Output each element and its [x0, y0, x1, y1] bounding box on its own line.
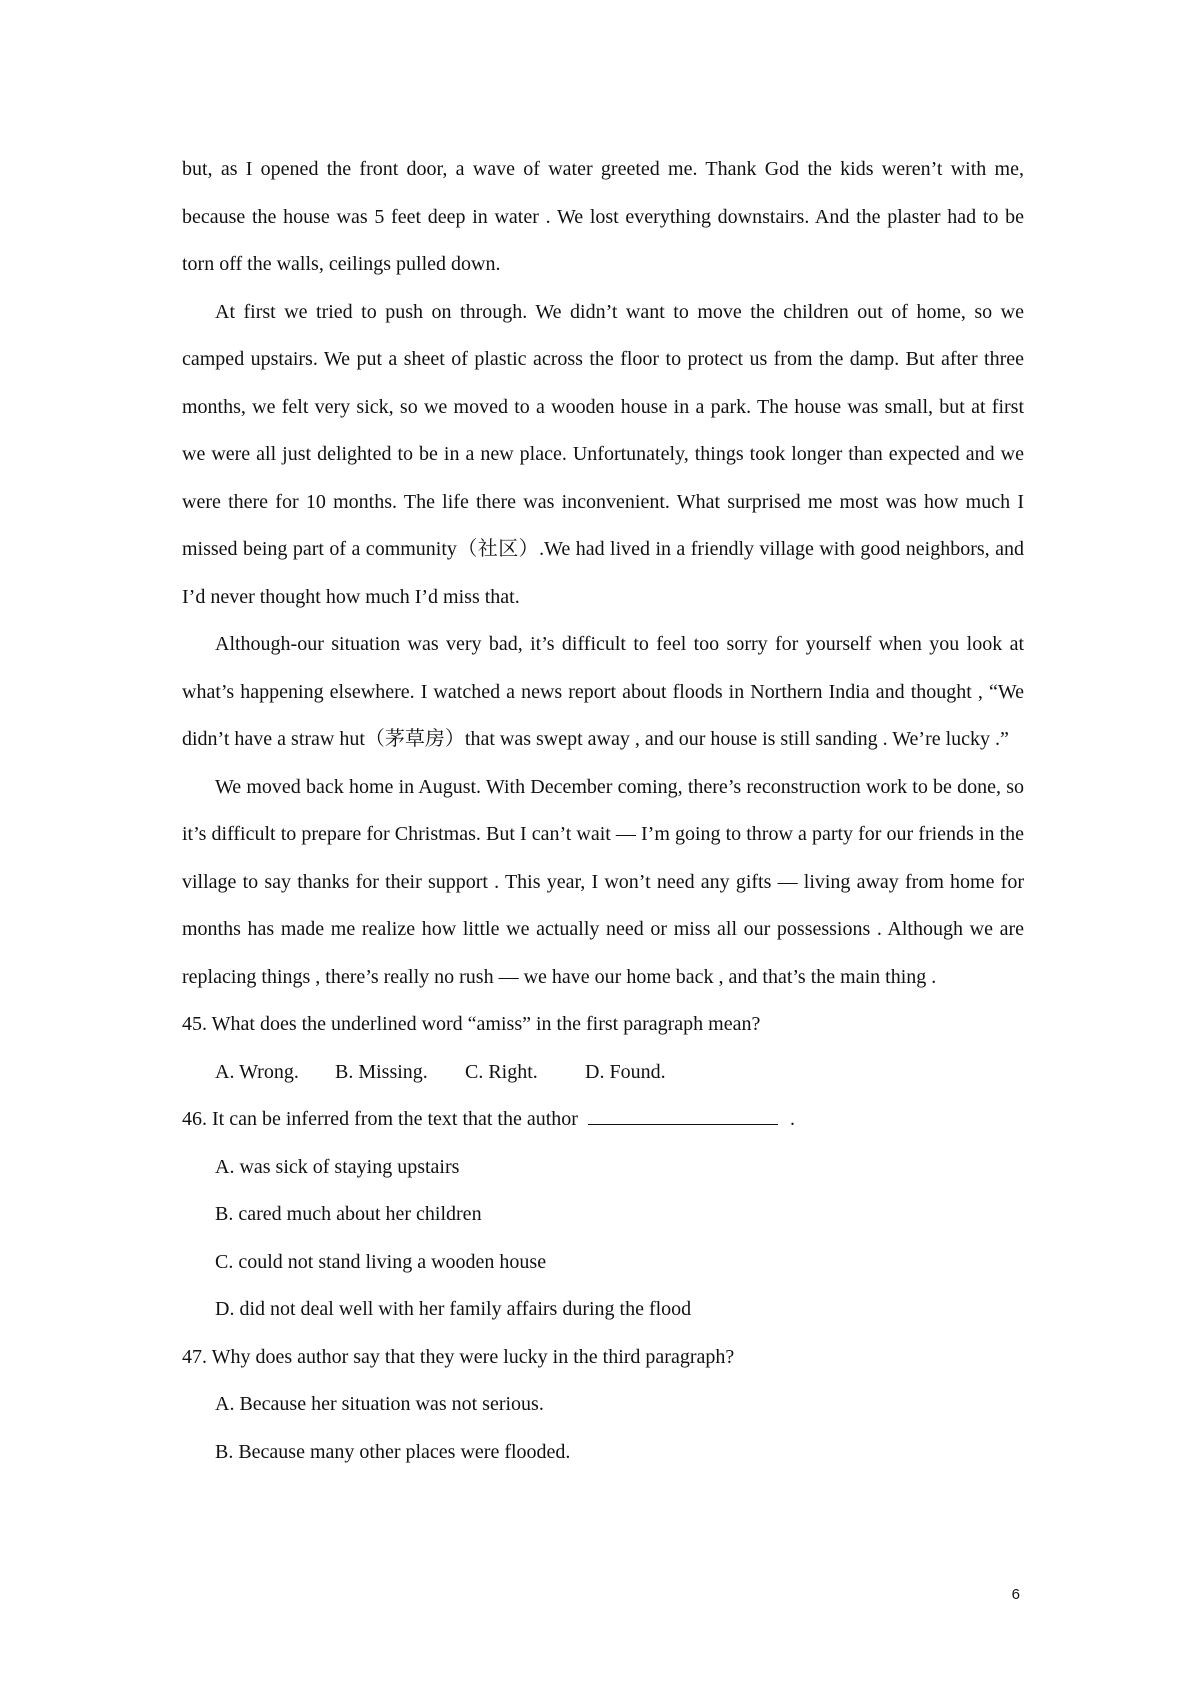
question-46-stem: 46. It can be inferred from the text that the author	[182, 1108, 578, 1130]
passage-paragraph-2: At first we tried to push on through. We didn’t want to move the children out of home, so we camped upstairs. We put a sheet of plastic across the floor to protect us from the damp. But after three months, we felt very sick, so we moved to a wooden house in a park. The house was small, but at first we were all just delighted to be in a new place. Unfortunately, things took longer than expected and we were there for 10 months. The life there was inconvenient. What surprised me most was how much I missed being part of a community（社区）.We had lived in a friendly village with good neighbors, and I’d never thought how much I’d miss that.	[182, 300, 1024, 608]
question-46-option-c: C. could not stand living a wooden house	[215, 1250, 547, 1273]
question-45-option-c: C. Right.	[465, 1060, 538, 1083]
passage-paragraph-1: but, as I opened the front door, a wave of water greeted me. Thank God the kids weren’t with me, because the house was 5 feet deep in water . We lost everything downstairs. And the plaster had to be torn off the walls, ceilings pulled down.	[182, 158, 1024, 275]
question-47-option-a: A. Because her situation was not serious.	[215, 1393, 544, 1415]
question-45-stem: 45. What does the underlined word “amiss” in the first paragraph mean?	[182, 1013, 761, 1035]
question-46-option-d: D. did not deal well with her family affairs during the flood	[215, 1298, 692, 1320]
question-46-end: .	[789, 1108, 795, 1130]
page-number: 6	[1011, 1586, 1020, 1603]
question-46-option-b: B. cared much about her children	[215, 1203, 482, 1225]
question-45	[182, 1001, 1024, 1096]
question-46-line	[182, 1096, 1024, 1144]
question-46-option-a: A. was sick of staying upstairs	[215, 1155, 460, 1178]
question-46	[182, 1096, 1024, 1334]
question-47-stem: 47. Why does author say that they were lucky in the third paragraph?	[182, 1345, 735, 1368]
question-45-option-b: B. Missing.	[335, 1060, 428, 1083]
question-47	[182, 1334, 1024, 1477]
answer-blank	[588, 1106, 778, 1125]
question-47-option-b: B. Because many other places were flooded.	[215, 1440, 571, 1463]
question-45-option-a: A. Wrong.	[215, 1060, 299, 1083]
passage-paragraph-3: Although-our situation was very bad, it’s difficult to feel too sorry for yourself when you look at what’s happening elsewhere. I watched a news report about floods in Northern India and thought , “We didn’t have a straw hut（茅草房）that was swept away , and our house is still sanding . We’re lucky .”	[182, 633, 1024, 750]
question-45-option-d: D. Found.	[585, 1060, 666, 1083]
question-45-options	[182, 1049, 1024, 1097]
document-page	[182, 146, 1024, 1476]
passage-paragraph-4: We moved back home in August. With December coming, there’s reconstruction work to be done, so it’s difficult to prepare for Christmas. But I can’t wait — I’m going to throw a party for our friends in the village to say thanks for their support . This year, I won’t need any gifts — living away from home for months has made me realize how little we actually need or miss all our possessions . Although we are replacing things , there’s really no rush — we have our home back , and that’s the main thing .	[182, 775, 1024, 988]
